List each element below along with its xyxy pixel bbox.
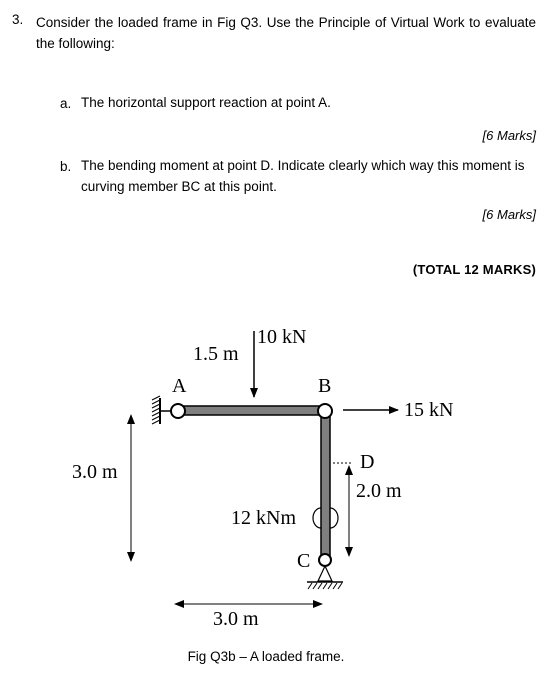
label-b: B [318,375,332,397]
label-c: C [297,550,311,572]
label-d: D [360,451,375,473]
member-bc [321,411,330,558]
question-text: Consider the loaded frame in Fig Q3. Use the Principle of Virtual Work to evaluate the following: [36,15,536,51]
label-dim-height: 3.0 m [72,461,118,483]
label-dim-width: 3.0 m [213,608,259,630]
total-marks: (TOTAL 12 MARKS) [412,262,536,277]
wall-support-a [152,396,172,424]
member-ab [179,406,325,415]
label-a: A [172,375,187,397]
label-load-vertical: 10 kN [257,326,307,348]
label-dim-load-position: 1.5 m [193,343,239,365]
label-load-horizontal: 15 kN [404,399,454,421]
label-dim-d-to-c: 2.0 m [356,480,402,502]
part-b-text: The bending moment at point D. Indicate clearly which way this moment is curving member BC at this point. [81,158,525,194]
label-moment: 12 kNm [231,507,296,529]
part-b-marks: [6 Marks] [482,207,536,222]
figure-caption: Fig Q3b – A loaded frame. [187,649,345,664]
pin-support-c [307,566,343,589]
part-a-label: a. [60,96,72,111]
question-number: 3. [12,12,24,27]
part-b-label: b. [60,159,72,174]
part-a-text: The horizontal support reaction at point A. [81,95,331,110]
part-a-marks: [6 Marks] [482,128,536,143]
pin-b [318,404,332,418]
pin-c [319,554,331,566]
pin-a [171,404,185,418]
